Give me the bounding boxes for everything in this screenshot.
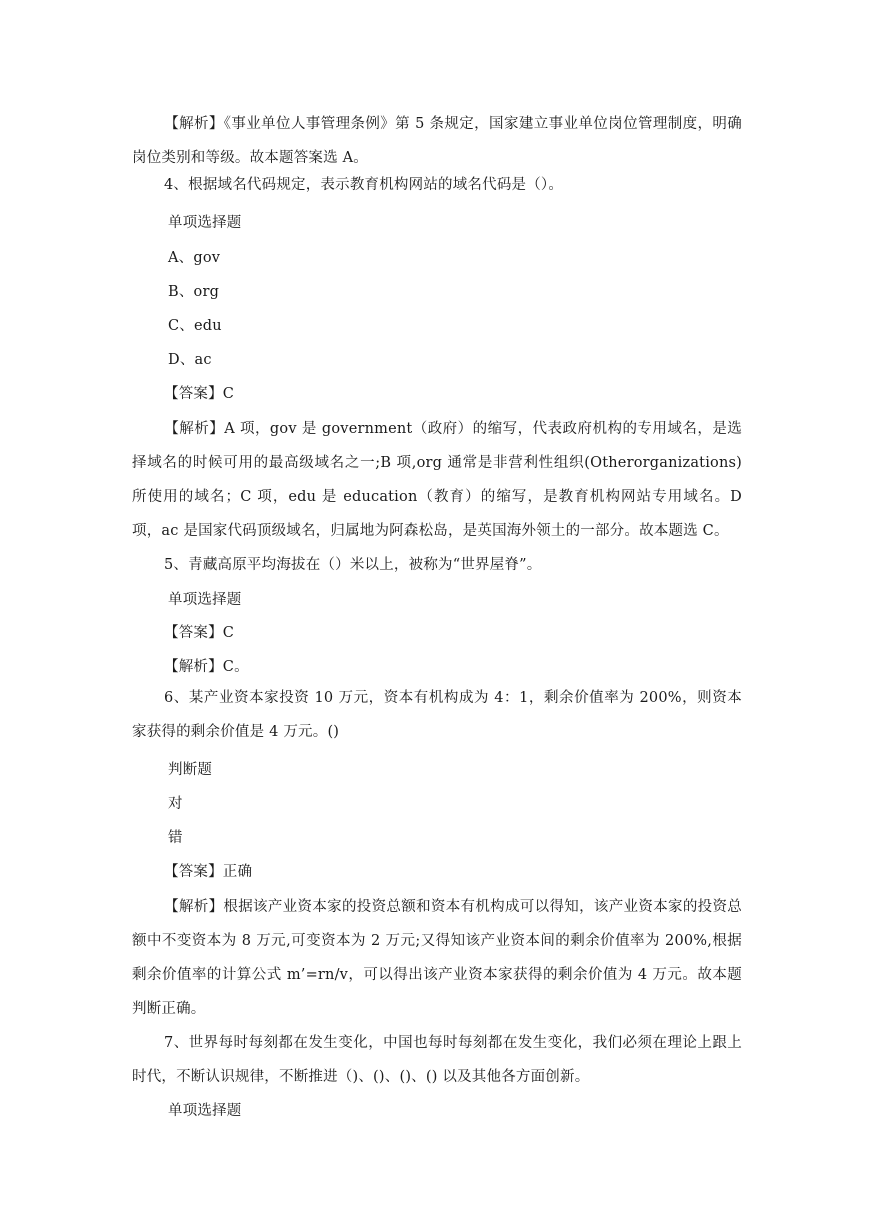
question-5-explanation: 【解析】C。 — [164, 659, 249, 675]
question-5-text: 5、青藏高原平均海拔在（）米以上，被称为“世界屋脊”。 — [164, 557, 542, 573]
question-5-type: 单项选择题 — [168, 592, 242, 608]
question-6-answer: 【答案】正确 — [164, 864, 253, 880]
question-6-option-false: 错 — [168, 830, 183, 846]
question-4-option-d: D、ac — [168, 352, 212, 368]
question-4-text: 4、根据域名代码规定，表示教育机构网站的域名代码是（）。 — [164, 177, 564, 193]
question-4-explanation — [132, 412, 742, 548]
question-6-explanation — [132, 890, 742, 1026]
question-4-answer: 【答案】C — [164, 386, 235, 402]
question-4-option-c: C、edu — [168, 318, 222, 334]
question-6-paragraph — [132, 681, 742, 749]
explanation-text: 【解析】《事业单位人事管理条例》第 5 条规定，国家建立事业单位岗位管理制度，明确岗位类别和等级。故本题答案选 A。 — [132, 116, 742, 166]
question-4-option-a: A、gov — [168, 250, 221, 266]
question-5-answer: 【答案】C — [164, 625, 235, 641]
question-7-text: 7、世界每时每刻都在发生变化，中国也每时每刻都在发生变化，我们必须在理论上跟上时代，不断认识规律，不断推进（)、()、()、() 以及其他各方面创新。 — [132, 1035, 742, 1085]
explanation-paragraph — [132, 107, 742, 175]
question-7-type: 单项选择题 — [168, 1103, 242, 1119]
question-7-paragraph — [132, 1026, 742, 1094]
question-6-option-true: 对 — [168, 796, 183, 812]
question-6-text: 6、某产业资本家投资 10 万元，资本有机构成为 4：1，剩余价值率为 200%，则资本家获得的剩余价值是 4 万元。() — [132, 690, 742, 740]
question-4-explanation-text: 【解析】A 项，gov 是 government（政府）的缩写，代表政府机构的专用域名，是选择域名的时候可用的最高级域名之一;B 项,org 通常是非营利性组织(Otherorganizations)所使用的域名；C 项，edu 是 education（教育）的缩写，是教育机构网站专用域名。D 项，ac 是国家代码顶级域名，归属地为阿森松岛，是英国海外领土的一部分。故本题选 C。 — [132, 421, 742, 539]
question-4-type: 单项选择题 — [168, 215, 242, 231]
question-4-option-b: B、org — [168, 284, 220, 300]
question-6-explanation-text: 【解析】根据该产业资本家的投资总额和资本有机构成可以得知，该产业资本家的投资总额中不变资本为 8 万元,可变资本为 2 万元;又得知该产业资本间的剩余价值率为 200%,根据剩余价值率的计算公式 m’=rn/v，可以得出该产业资本家获得的剩余价值为 4 万元。故本题判断正确。 — [132, 899, 742, 1017]
question-6-type: 判断题 — [168, 762, 213, 778]
